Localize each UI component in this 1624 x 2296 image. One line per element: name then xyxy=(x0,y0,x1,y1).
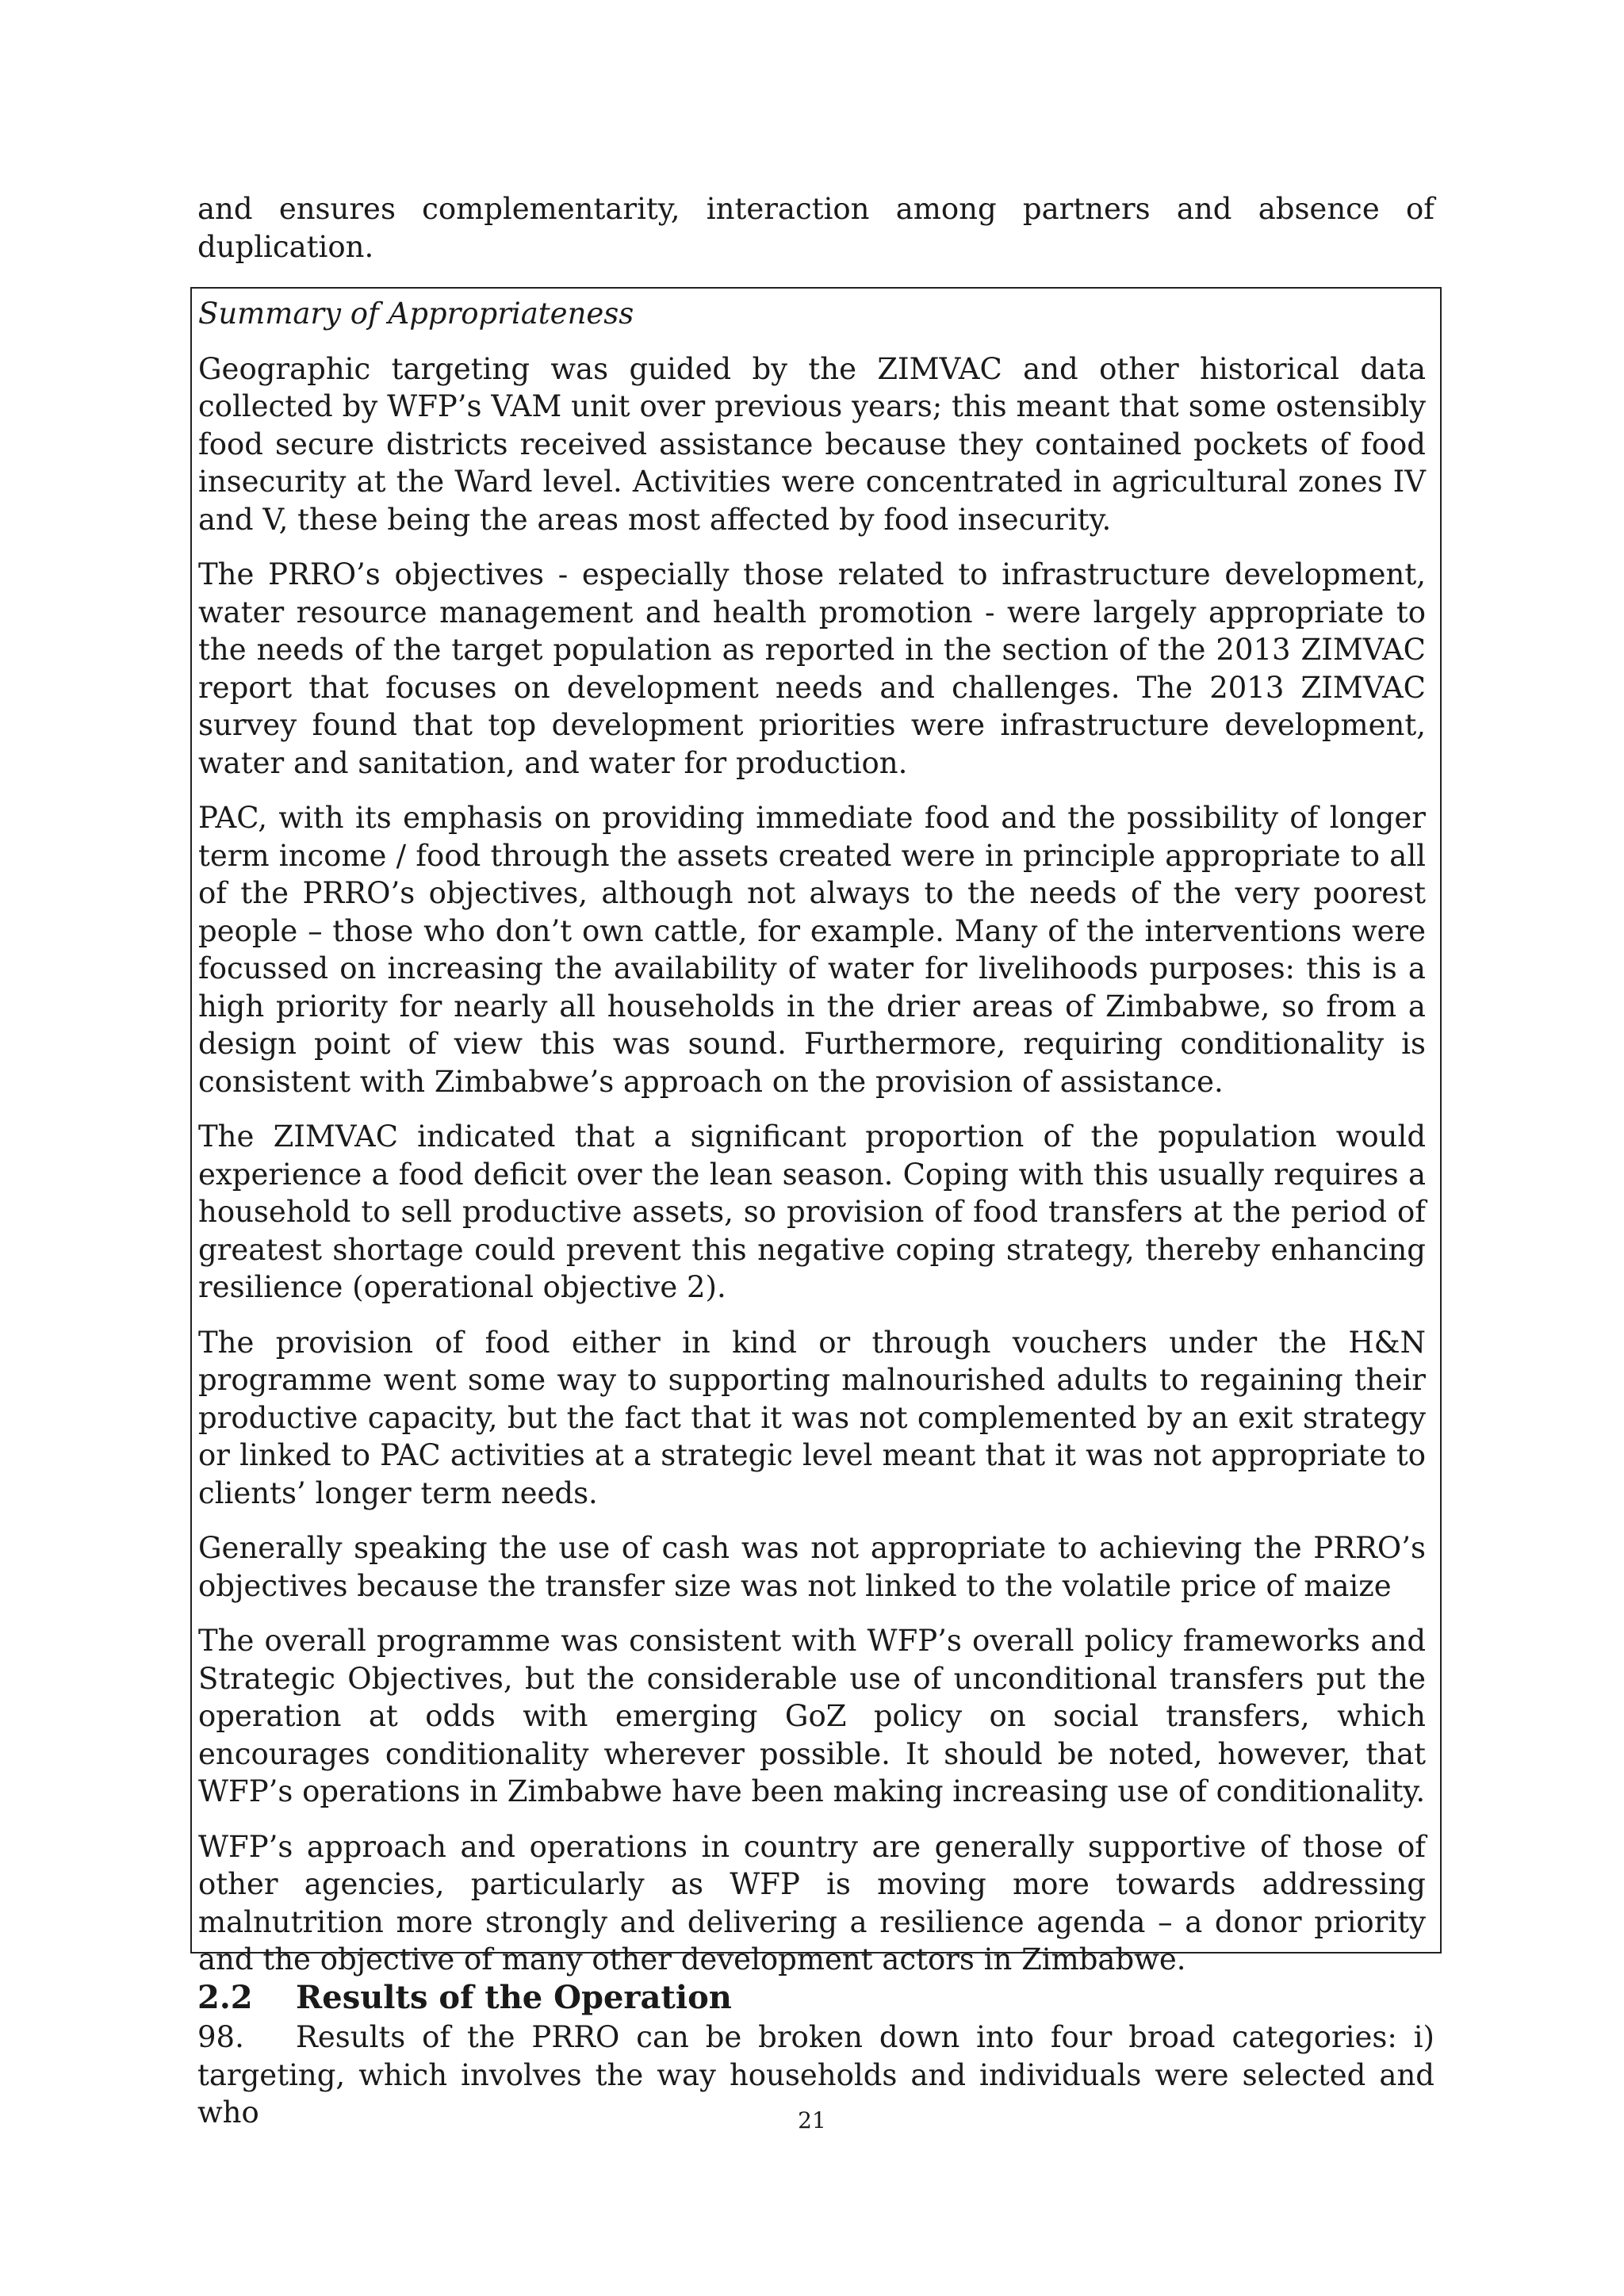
summary-paragraph: The overall programme was consistent with WFP’s overall policy frameworks and Strategic Objectives, but the considerable use of unconditional transfers put the operation at odds with emerging GoZ policy on social transfers, which encourages conditionality wherever possible. It should be noted, however, that WFP’s operations in Zimbabwe have been making increasing use of conditionality. xyxy=(198,1624,1426,1808)
intro-paragraph: and ensures complementarity, interaction among partners and absence of duplication. xyxy=(197,192,1434,264)
section-title: Results of the Operation xyxy=(296,1979,732,2016)
paragraph-number: 98. xyxy=(197,2020,244,2054)
intro-block xyxy=(197,190,1434,266)
section-number: 2.2 xyxy=(197,1979,253,2016)
summary-box xyxy=(190,287,1442,1976)
summary-paragraph: The ZIMVAC indicated that a significant proportion of the population would experience a food deficit over the lean season. Coping with this usually requires a household to sell productive assets, so provision of food transfers at the period of greatest shortage could prevent this negative coping strategy, thereby enhancing resilience (operational objective 2). xyxy=(198,1119,1426,1304)
summary-paragraph: PAC, with its emphasis on providing immediate food and the possibility of longer term income / food through the assets created were in principle appropriate to all of the PRRO’s objectives, although not always to the needs of the very poorest people – those who don’t own cattle, for example. Many of the interventions were focussed on increasing the availability of water for livelihoods purposes: this is a high priority for nearly all households in the drier areas of Zimbabwe, so from a design point of view this was sound. Furthermore, requiring conditionality is consistent with Zimbabwe’s approach on the provision of assistance. xyxy=(198,801,1426,1099)
summary-paragraph: Geographic targeting was guided by the ZIMVAC and other historical data collected by WFP’s VAM unit over previous years; this meant that some ostensibly food secure districts received assistance because they contained pockets of food insecurity at the Ward level. Activities were concentrated in agricultural zones IV and V, these being the areas most affected by food insecurity. xyxy=(198,351,1426,537)
summary-paragraph: WFP’s approach and operations in country are generally supportive of those of other agencies, particularly as WFP is moving more towards addressing malnutrition more strongly and delivering a resilience agenda – a donor priority and the objective of many other development actors in Zimbabwe. xyxy=(198,1829,1426,1976)
summary-paragraph: The provision of food either in kind or through vouchers under the H&N programme went some way to supporting malnourished adults to regaining their productive capacity, but the fact that it was not complemented by an exit strategy or linked to PAC activities at a strategic level meant that it was not appropriate to clients’ longer term needs. xyxy=(198,1325,1426,1510)
summary-paragraph: Generally speaking the use of cash was not appropriate to achieving the PRRO’s objectives because the transfer size was not linked to the volatile price of maize xyxy=(198,1531,1426,1603)
summary-title: Summary of Appropriateness xyxy=(198,297,634,331)
section-heading xyxy=(197,1977,1434,2019)
page-number: 21 xyxy=(798,2107,826,2133)
summary-paragraph: The PRRO’s objectives - especially those related to infrastructure development, water resource management and health promotion - were largely appropriate to the needs of the target population as reported in the section of the 2013 ZIMVAC report that focuses on development needs and challenges. The 2013 ZIMVAC survey found that top development priorities were infrastructure development, water and sanitation, and water for production. xyxy=(198,557,1426,780)
paragraph-text: Results of the PRRO can be broken down into four broad categories: i) targeting, which involves the way households and individuals were selected and who xyxy=(197,2020,1434,2130)
